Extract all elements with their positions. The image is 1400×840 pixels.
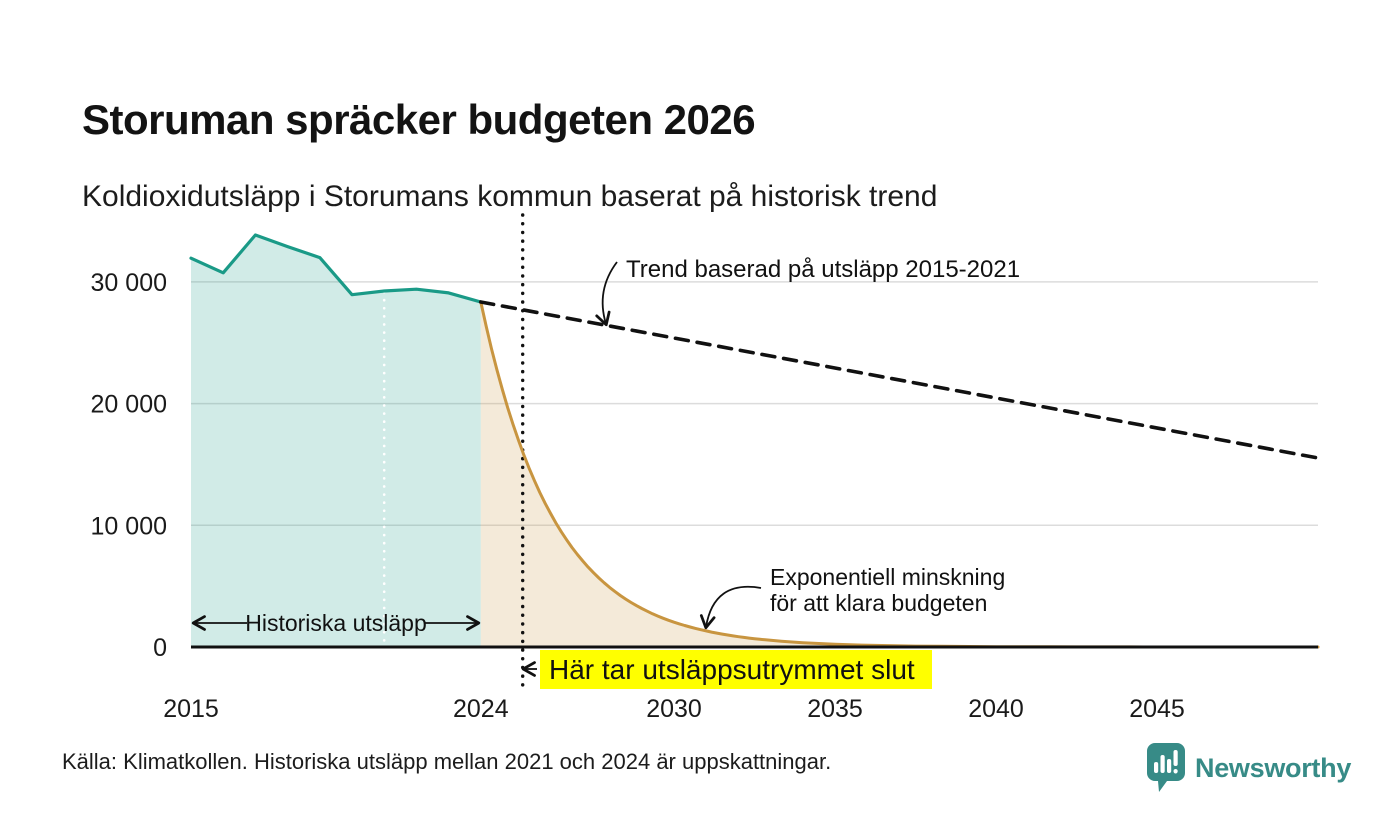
trend-label-arrow	[603, 262, 617, 324]
trend-label: Trend baserad på utsläpp 2015-2021	[626, 256, 1021, 283]
budget-exhausted-label: Här tar utsläppsutrymmet slut	[549, 654, 915, 685]
x-tick-label: 2040	[968, 695, 1024, 723]
budget-label-arrow	[706, 587, 761, 627]
x-tick-label: 2024	[452, 695, 509, 723]
historical-area	[191, 235, 481, 647]
y-tick-label: 20 000	[90, 390, 167, 419]
source-note: Källa: Klimatkollen. Historiska utsläpp mellan 2021 och 2024 är uppskattningar.	[62, 749, 832, 774]
x-tick-label: 2030	[646, 695, 702, 723]
y-tick-label: 30 000	[90, 268, 167, 297]
page-title: Storuman spräcker budgeten 2026	[82, 96, 756, 144]
historical-label: Historiska utsläpp	[245, 610, 427, 636]
x-tick-label: 2015	[163, 695, 219, 723]
y-tick-label: 0	[153, 634, 167, 662]
y-tick-label: 10 000	[90, 512, 167, 541]
brand-lockup	[1146, 740, 1351, 796]
page-subtitle: Koldioxidutsläpp i Storumans kommun baserat på historisk trend	[82, 179, 938, 213]
trend-line	[481, 302, 1318, 458]
newsworthy-logo-icon	[1146, 742, 1186, 795]
brand-name: Newsworthy	[1195, 752, 1352, 783]
x-tick-label: 2045	[1129, 695, 1185, 723]
x-tick-label: 2035	[807, 695, 863, 723]
budget-label: Exponentiell minskning för att klara budgeten	[770, 564, 1006, 616]
